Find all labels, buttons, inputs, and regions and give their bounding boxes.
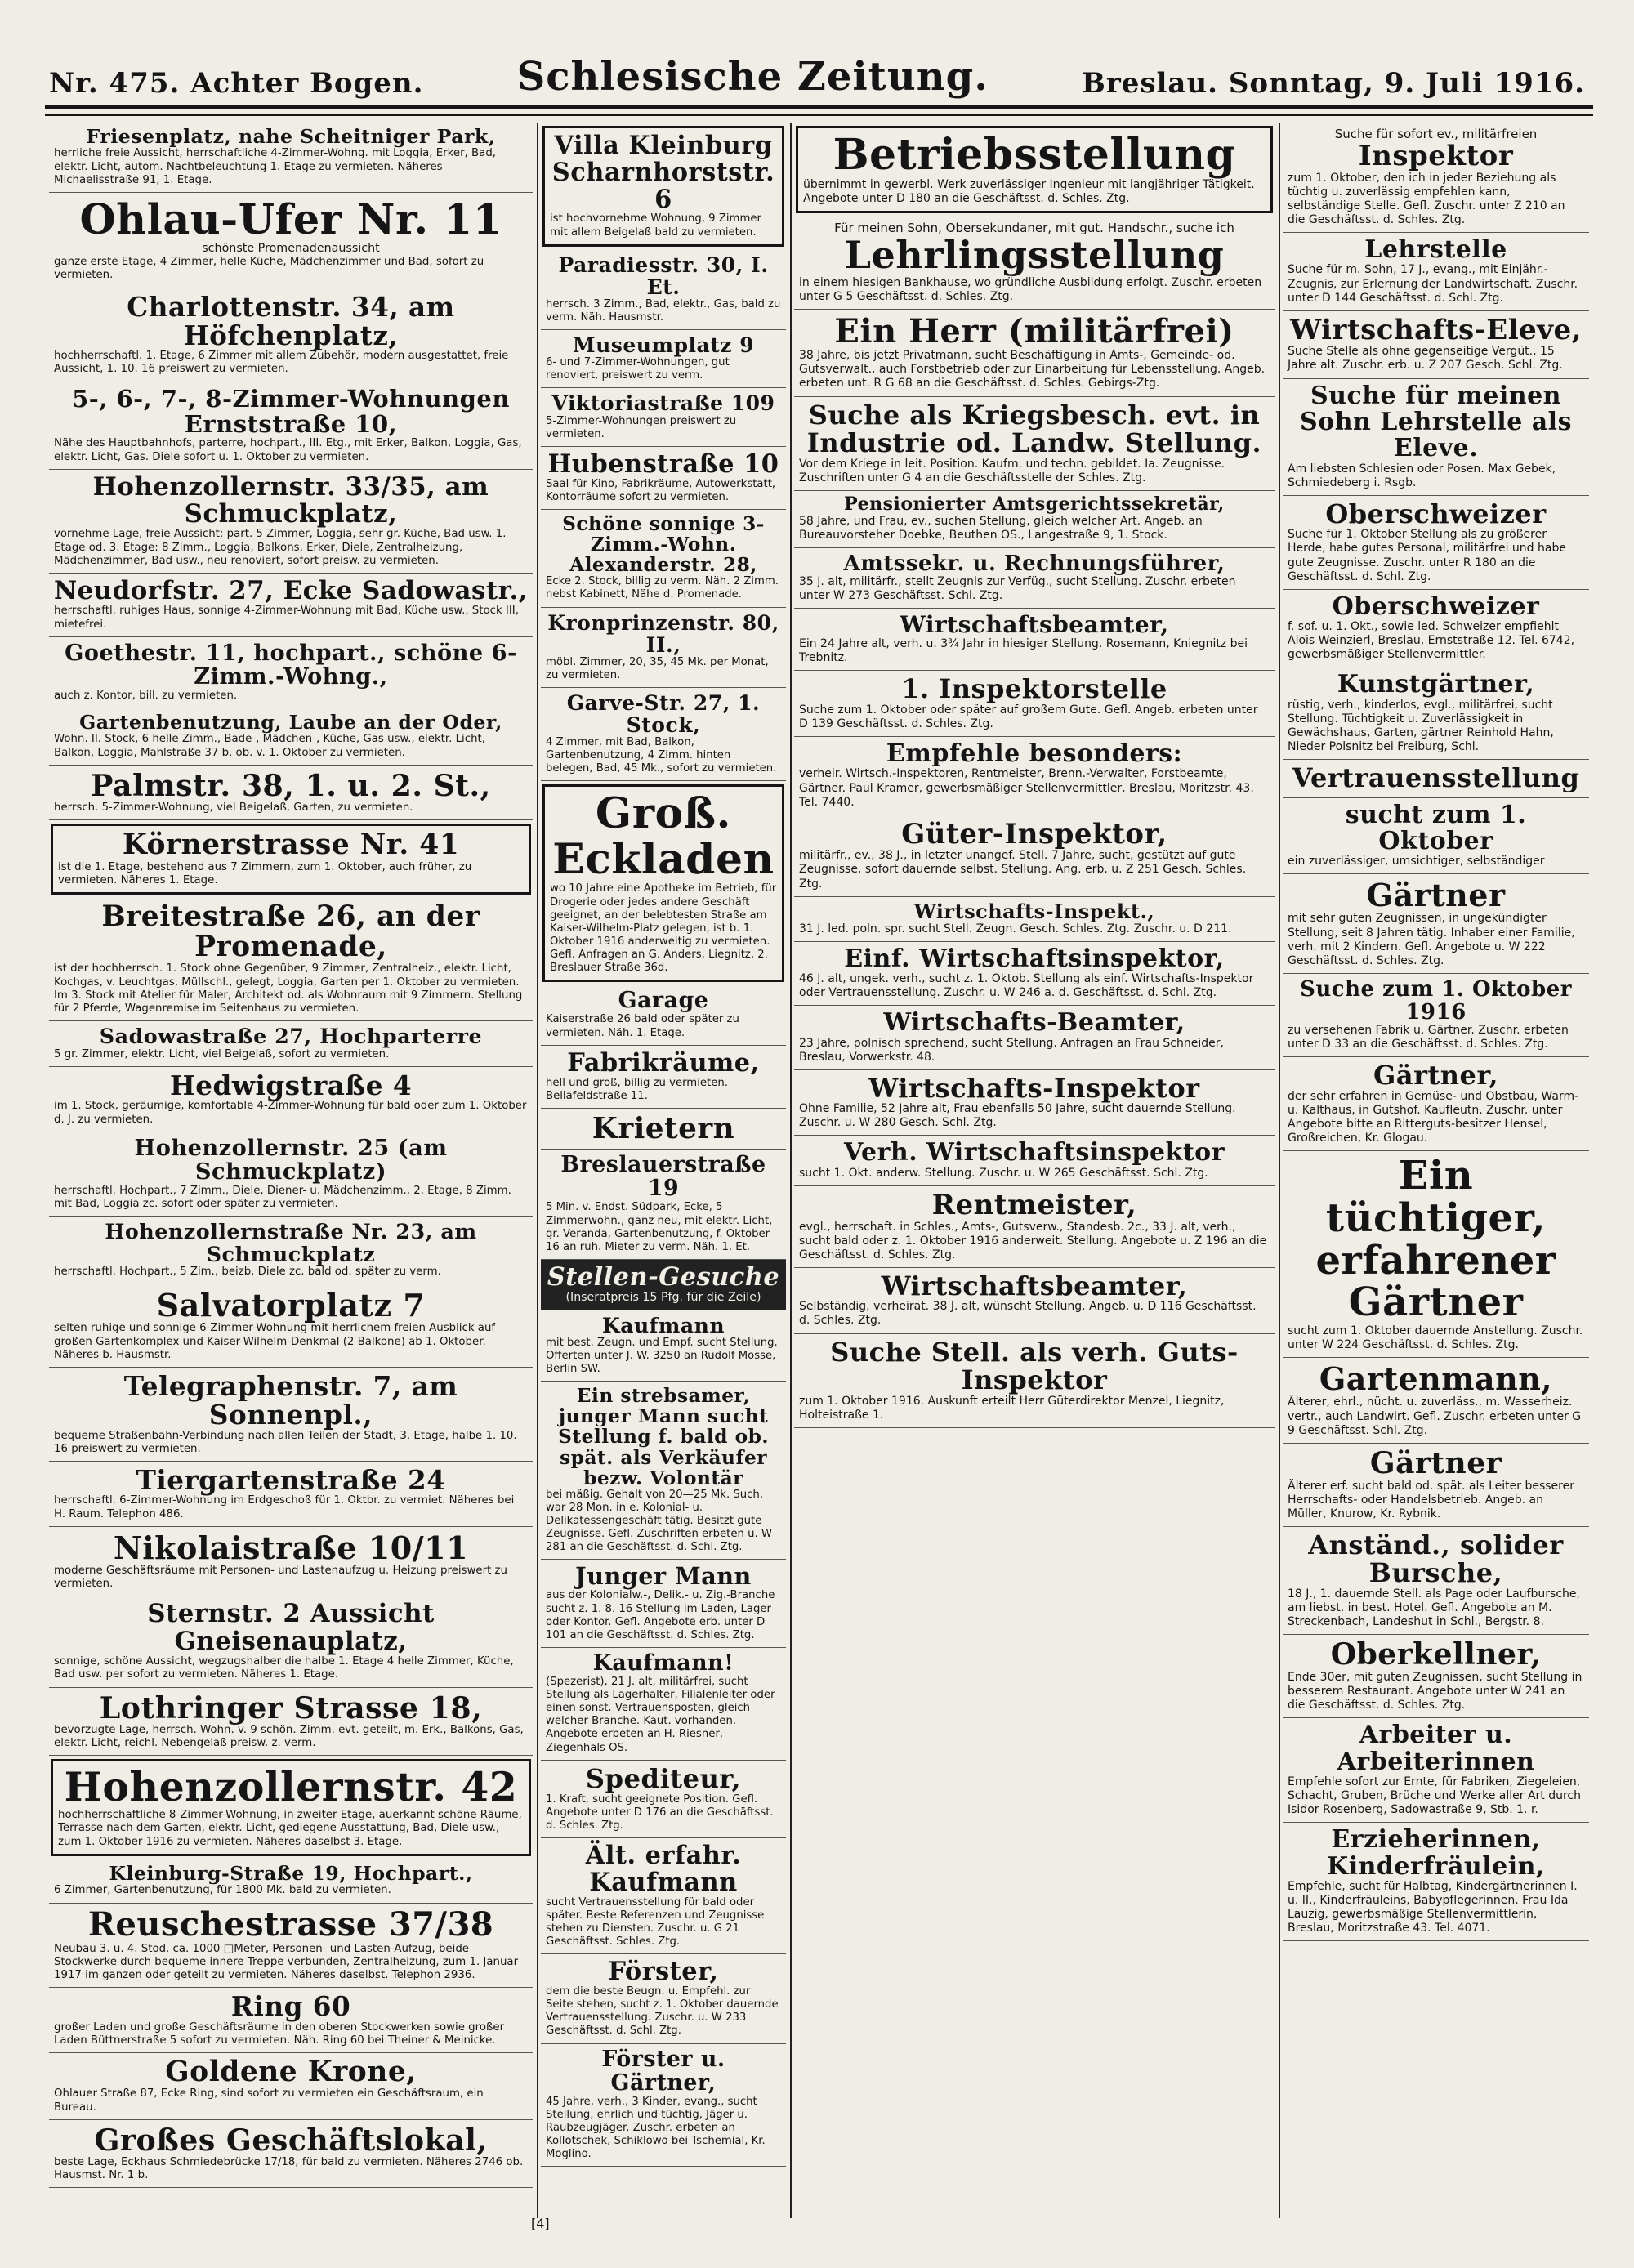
ad-headline: Wirtschafts-Inspekt., (913, 899, 1155, 923)
classified-ad (49, 1859, 533, 1904)
ad-headline: Reuschestrasse 37/38 (87, 1905, 494, 1944)
ad-headline: sucht zum 1. Oktober (1345, 800, 1527, 855)
column-divider (537, 123, 538, 2218)
ad-body: herrliche freie Aussicht, herrschaftliche 4-Zimmer-Wohng. mit Loggia, Erker, Bad, elektr. Licht, autom. Nachtbeleuchtung 1. Etage zu vermieten. Näheres Michaelisstraße 91, 1. Etage. (54, 147, 497, 186)
ad-body: 4 Zimmer, mit Bad, Balkon, Gartenbenutzung, 4 Zimm. hinten belegen, Bad, 45 Mk., sofort zu vermieten. (546, 735, 777, 775)
ad-headline: Suche als Kriegsbesch. evt. in Industrie od. Landw. Stellung. (806, 399, 1262, 459)
classified-ad (794, 1334, 1275, 1428)
classified-ad (49, 1132, 533, 1217)
ad-body: 5 gr. Zimmer, elektr. Licht, viel Beigelaß, sofort zu vermieten. (54, 1047, 390, 1060)
ad-headline: Förster u. Gärtner, (601, 2046, 725, 2096)
column-gardeners (1283, 123, 1589, 2214)
ad-headline: Villa Kleinburg Scharnhorststr. 6 (551, 131, 775, 214)
ad-headline: Gärtner, (1373, 1060, 1498, 1092)
ad-body: ganze erste Etage, 4 Zimmer, helle Küche, Mädchenzimmer und Bad, sofort zu vermieten. (54, 256, 484, 282)
ad-body: Suche zum 1. Oktober oder später auf großem Gute. Gefl. Angeb. erbeten unter D 139 Geschäftsst. d. Schles. Ztg. (799, 703, 1258, 730)
ad-headline: Erzieherinnen, Kinderfräulein, (1327, 1825, 1545, 1881)
ad-body: hochherrschaftliche 8-Zimmer-Wohnung, in zweiter Etage, auerkannt schöne Räume, Terrasse nach dem Garten, elektr. Licht, gediegene Ausstattung, Bad, Diele usw., zum 1. Oktober 1916 zu vermieten. Näheres daselbst 3. Etage. (58, 1809, 522, 1848)
ad-headline: Ein strebsamer, junger Mann sucht Stellung f. bald ob. spät. als Verkäufer bezw. Volontär (558, 1385, 769, 1489)
ad-body: herrsch. 5-Zimmer-Wohnung, viel Beigelaß, Garten, zu vermieten. (54, 801, 413, 815)
ad-body: 6 Zimmer, Gartenbenutzung, für 1800 Mk. bald zu vermieten. (54, 1884, 391, 1897)
ad-body: 58 Jahre, und Frau, ev., suchen Stellung, gleich welcher Art. Angeb. an Bureauvorsteher Doebke, Beuthen OS., Langestraße 9, 1. Stock. (799, 514, 1203, 542)
classified-ad (49, 1688, 533, 1757)
ad-body: ist hochvornehme Wohnung, 9 Zimmer mit allem Beigelaß bald zu vermieten. (550, 212, 761, 239)
ad-body: herrsch. 3 Zimm., Bad, elektr., Gas, bald zu verm. Näh. Hausmstr. (546, 297, 781, 324)
classified-ad (541, 330, 786, 388)
ad-headline: Verh. Wirtschaftsinspektor (843, 1138, 1226, 1167)
classified-ad (794, 548, 1275, 609)
classified-ad (794, 1186, 1275, 1268)
ad-headline: Arbeiter u. Arbeiterinnen (1337, 1721, 1535, 1776)
ad-body: Kaiserstraße 26 bald oder später zu vermieten. Näh. 1. Etage. (546, 1013, 739, 1039)
classified-ad (794, 1268, 1275, 1334)
ad-body: Älterer, ehrl., nücht. u. zuverläss., m. Wasserheiz. vertr., auch Landwirt. Gefl. Zuschr. erbeten unter G 9 Geschäftsst. Schl. Ztg. (1288, 1395, 1582, 1437)
ad-body: mit best. Zeugn. und Empf. sucht Stellung. Offerten unter J. W. 3250 an Rudolf Mosse, Berlin SW. (546, 1336, 778, 1376)
ad-headline: Breitestraße 26, an der Promenade, (101, 900, 480, 964)
ad-headline: Suche zum 1. Oktober 1916 (1300, 976, 1572, 1025)
classified-ad (1283, 1527, 1589, 1635)
ad-headline: Ein tüchtiger, erfahrener Gärtner (1315, 1152, 1556, 1326)
ad-headline: Kaufmann! (592, 1650, 734, 1676)
ad-headline: Wirtschaftsbeamter, (881, 1270, 1188, 1301)
masthead (49, 49, 1585, 100)
ad-body: herrschaftl. Hochpart., 5 Zim., beizb. Diele zc. bald od. später zu verm. (54, 1265, 441, 1278)
ad-headline: Pensionierter Amtsgerichtssekretär, (844, 493, 1225, 515)
column-rentals-jobs (541, 123, 786, 2214)
ad-headline: Fabrikräume, (567, 1047, 760, 1078)
ad-body: hell und groß, billig zu vermieten. Bellafeldstraße 11. (546, 1076, 728, 1102)
ad-body: 23 Jahre, polnisch sprechend, sucht Stellung. Anfragen an Frau Schneider, Breslau, Vorwerkstr. 48. (799, 1036, 1224, 1064)
classified-ad (541, 388, 786, 446)
ad-headline: Ein Herr (militärfrei) (834, 312, 1234, 351)
ad-body: Ecke 2. Stock, billig zu verm. Näh. 2 Zimm. nebst Kabinett, Nähe d. Promenade. (546, 575, 779, 601)
ad-headline: Hohenzollernstr. 25 (am Schmuckplatz) (134, 1134, 448, 1185)
classified-ad (49, 2053, 533, 2120)
classified-ad (541, 1761, 786, 1838)
ad-body: Suche für 1. Oktober Stellung als zu größerer Herde, habe gutes Personal, militärfrei und habe gute Zeugnisse. Zuschr. unter R 180 an die Geschäftsst. d. Schl. Ztg. (1288, 528, 1566, 583)
ad-headline: Güter-Inspektor, (901, 817, 1167, 850)
ad-body: mit sehr guten Zeugnissen, in ungekündigter Stellung, seit 8 Jahren tätig. Inhaber einer Familie, verh. mit 2 Kindern. Gefl. Angebote u. W 222 Geschäftsst. d. Schles. Ztg. (1288, 912, 1575, 967)
ad-headline: Wirtschafts-Eleve, (1290, 313, 1582, 346)
classified-ad (796, 126, 1273, 213)
classified-ad (1283, 379, 1589, 496)
ad-subline: schönste Promenadenaussicht (202, 242, 380, 256)
ad-body: Älterer erf. sucht bald od. spät. als Leiter besserer Herrschafts- oder Handelsbetrieb. Angeb. an Müller, Knurow, Kr. Rybnik. (1288, 1479, 1574, 1520)
classified-ad (541, 250, 786, 330)
classified-ad (1283, 1151, 1589, 1358)
ad-headline: Telegraphenstr. 7, am Sonnenpl., (123, 1370, 458, 1431)
ad-headline: Empfehle besonders: (886, 739, 1183, 769)
ad-body: sucht zum 1. Oktober dauernde Anstellung. Zuschr. unter W 224 Geschäftsst. d. Schles. Ztg. (1288, 1324, 1583, 1352)
ad-headline: Salvatorplatz 7 (156, 1287, 426, 1324)
ad-headline: Hubenstraße 10 (547, 449, 779, 479)
ad-headline: Garage (618, 988, 709, 1014)
classified-ad (794, 491, 1275, 548)
ad-headline: Wirtschafts-Beamter, (883, 1008, 1185, 1038)
ad-body: vornehme Lage, freie Aussicht: part. 5 Zimmer, Loggia, sehr gr. Küche, Bad usw. 1. Etage od. 3. Etage: 8 Zimm., Loggia, Balkons, Erker, Diele, Zentralheizung, Mädchenzimmer, Bad usw., neu renoviert, sofort preisw. zu vermieten. (54, 528, 507, 567)
ad-body: Selbständig, verheirat. 38 J. alt, wünscht Stellung. Angeb. u. D 116 Geschäftsst. d. Schles. Ztg. (799, 1300, 1257, 1328)
ad-headline: Viktoriastraße 109 (551, 391, 775, 416)
ad-headline: Körnerstrasse Nr. 41 (122, 828, 460, 862)
classified-ad (1283, 1635, 1589, 1718)
ad-headline: Tiergartenstraße 24 (136, 1464, 446, 1497)
ad-body: Ein 24 Jahre alt, verh. u. 3¾ Jahr in hiesiger Stellung. Rosemann, Kniegnitz bei Trebnitz. (799, 637, 1248, 665)
ad-headline: Ält. erfahr. Kaufmann (585, 1840, 742, 1897)
ad-body: der sehr erfahren in Gemüse- und Obstbau, Warm- u. Kalthaus, in Gutshof. Kaufleutn. Zuschr. unter Angebote bitte an Ritterguts-besitzer Hensel, Großreichen, Kr. Glogau. (1288, 1089, 1579, 1145)
ad-headline: Vertrauensstellung (1292, 762, 1580, 794)
date-line: Breslau. Sonntag, 9. Juli 1916. (1082, 67, 1585, 100)
classified-ad (1283, 974, 1589, 1057)
ad-body: ein zuverlässiger, umsichtiger, selbständiger (1288, 855, 1545, 868)
ad-body: Ende 30er, mit guten Zeugnissen, sucht Stellung in besserem Restaurant. Angebote unter W 241 an die Geschäftsst. d. Schles. Ztg. (1288, 1671, 1583, 1712)
classified-ad (1283, 874, 1589, 973)
ad-body: bevorzugte Lage, herrsch. Wohn. v. 9 schön. Zimm. evt. geteilt, m. Erk., Balkons, Gas, elektr. Licht, reichl. Nebengelaß preisw. z. verm. (54, 1723, 524, 1749)
ad-body: Vor dem Kriege in leit. Position. Kaufm. und techn. gebildet. Ia. Zeugnisse. Zuschriften unter G 4 an die Geschäftsstelle der Schles. Ztg. (799, 457, 1226, 484)
classified-ad (49, 382, 533, 470)
ad-body: bei mäßig. Gehalt von 20—25 Mk. Such. war 28 Mon. in e. Kolonial- u. Delikatessengeschäft tätig. Besitzt gute Zeugnisse. Gefl. Zuschriften erbeten u. W 281 an die Geschäftsst. d. Schl. Ztg. (546, 1488, 772, 1554)
ad-headline: Anständ., solider Bursche, (1308, 1529, 1564, 1589)
classified-ad (541, 1382, 786, 1560)
ad-headline: Nikolaistraße 10/11 (113, 1529, 469, 1566)
classified-ad (794, 737, 1275, 815)
ad-body: 45 Jahre, verh., 3 Kinder, evang., sucht Stellung, ehrlich und tüchtig, Jäger u. Raubzeugjäger. Zuschr. erbeten an Kollotschek, Schiklowo bei Tschemial, Kr. Moglino. (546, 2095, 766, 2161)
ad-body: Ohlauer Straße 87, Ecke Ring, sind sofort zu vermieten ein Geschäftsraum, ein Bureau. (54, 2087, 484, 2114)
ad-body: 1. Kraft, sucht geeignete Position. Gefl. Angebote unter D 176 an die Geschäftsst. d. Schles. Ztg. (546, 1793, 774, 1832)
ad-headline: Lehrstelle (1364, 235, 1507, 265)
ad-body: im 1. Stock, geräumige, komfortable 4-Zimmer-Wohnung für bald oder zum 1. Oktober d. J. zu vermieten. (54, 1100, 527, 1126)
classified-ad (794, 897, 1275, 942)
ad-headline: Garve-Str. 27, 1. Stock, (566, 690, 761, 737)
ad-body: 6- und 7-Zimmer-Wohnungen, gut renoviert, preiswert zu verm. (546, 356, 730, 382)
ad-headline: Lehrlingsstellung (844, 233, 1225, 278)
ad-body: 18 J., 1. dauernde Stell. als Page oder Laufbursche, am liebst. in best. Hotel. Gefl. Angebote an M. Streckenbach, Landeshut in Schl., Bergstr. 8. (1288, 1587, 1580, 1629)
classified-ad (49, 123, 533, 193)
classified-ad (1283, 123, 1589, 233)
ad-headline: Krietern (592, 1110, 735, 1145)
ad-body: sonnige, schöne Aussicht, wegzugshalber die halbe 1. Etage 4 helle Zimmer, Küche, Bad usw. per sofort zu vermieten. Näheres 1. Etage. (54, 1655, 514, 1681)
ad-body: zum 1. Oktober, den ich in jeder Beziehung als tüchtig u. zuverlässig empfehlen kann, selbständige Stelle. Gefl. Zuschr. unter Z 210 an die Geschäftsst. d. Schles. Ztg. (1288, 171, 1565, 226)
classified-ad (541, 1954, 786, 2043)
classified-ad (1283, 1444, 1589, 1527)
ad-body: Saal für Kino, Fabrikräume, Autowerkstatt, Kontorräume sofort zu vermieten. (546, 477, 776, 503)
ad-body: rüstig, verh., kinderlos, evgl., militärfrei, sucht Stellung. Tüchtigkeit u. Zuverlässigkeit in Gewächshaus, Garten, gärtner Reinhold Hahn, Nieder Polsnitz bei Freiburg, Schl. (1288, 698, 1554, 753)
ad-body: sucht 1. Okt. anderw. Stellung. Zuschr. u. W 265 Geschäftsst. Schl. Ztg. (799, 1166, 1208, 1180)
ad-body: auch z. Kontor, bill. zu vermieten. (54, 689, 238, 702)
classified-ad (541, 688, 786, 782)
ad-body: Am liebsten Schlesien oder Posen. Max Gebek, Schmiedeberg i. Rsgb. (1288, 462, 1556, 489)
ad-headline: Gärtner (1366, 877, 1506, 914)
ad-headline: Goldene Krone, (165, 2056, 417, 2089)
ad-body: wo 10 Jahre eine Apotheke im Betrieb, für Drogerie oder jedes andere Geschäft geeignet, an der belebtesten Straße am Kaiser-Wilhelm-Platz gelegen, ist b. 1. Oktober 1916 anderweitig zu vermieten. Gefl. Anfragen an G. Anders, Liegnitz, 2. Breslauer Straße 36d. (550, 882, 777, 975)
ad-body: großer Laden und große Geschäftsräume in den oberen Stockwerken sowie großer Laden Büttnerstraße 5 sofort zu vermieten. Näh. Ring 60 bei Theiner & Meinicke. (54, 2020, 505, 2047)
ad-headline: 1. Inspektorstelle (901, 673, 1167, 705)
classified-ad (1283, 760, 1589, 798)
ad-body: Wohn. II. Stock, 6 helle Zimm., Bade-, Mädchen-, Küche, Gas usw., elektr. Licht, Balkon, Loggia, Mahlstraße 37 b. ob. v. 1. Oktober zu vermieten. (54, 733, 485, 759)
column-divider (1279, 123, 1280, 2218)
classified-ad (49, 637, 533, 708)
ad-headline: Ohlau-Ufer Nr. 11 (79, 194, 502, 244)
classified-ad (794, 310, 1275, 396)
ad-body: Ohne Familie, 52 Jahre alt, Frau ebenfalls 50 Jahre, sucht dauernde Stellung. Zuschr. u. W 280 Gesch. Schl. Ztg. (799, 1102, 1236, 1130)
ad-headline: Ring 60 (230, 1990, 351, 2023)
ad-body: 46 J. alt, ungek. verh., sucht z. 1. Oktob. Stellung als einf. Wirtschafts-Inspektor oder Vertrauensstellung. Zuschr. u. W 246 a. d. Geschäftsst. d. Schl. Ztg. (799, 972, 1254, 1000)
ad-headline: Sternstr. 2 Aussicht Gneisenauplatz, (147, 1599, 435, 1656)
header-rule (45, 105, 1593, 109)
ad-headline: Suche für meinen Sohn Lehrstelle als Eleve. (1300, 381, 1572, 463)
classified-ad (794, 671, 1275, 737)
classified-ad (1283, 798, 1589, 875)
classified-ad (51, 824, 531, 895)
classified-ad (794, 1136, 1275, 1185)
ad-body: verheir. Wirtsch.-Inspektoren, Rentmeister, Brenn.-Verwalter, Forstbeamte, Gärtner. Paul Kramer, gewerbsmäßiger Stellenvermittler, Breslau, Moritzstr. 43. Tel. 7440. (799, 767, 1254, 809)
classified-ad (541, 608, 786, 688)
classified-ad (541, 447, 786, 510)
ad-body: herrschaftl. Hochpart., 7 Zimm., Diele, Diener- u. Mädchenzimm., 2. Etage, 8 Zimm. mit Bad, Loggia zc. sofort oder später zu vermieten. (54, 1184, 511, 1210)
classified-ad (49, 708, 533, 766)
ad-body: 5-Zimmer-Wohnungen preiswert zu vermieten. (546, 414, 737, 440)
ad-body: bequeme Straßenbahn-Verbindung nach allen Teilen der Stadt, 3. Etage, halbe 1. 10. 16 preiswert zu vermieten. (54, 1429, 517, 1455)
ad-body: militärfr., ev., 38 J., in letzter unangef. Stell. 7 Jahre, sucht, gestützt auf gute Zeugnisse, sofort dauernde selbst. Stellung. Ang. erb. u. Z 251 Gesch. Schles. Ztg. (799, 849, 1247, 891)
classified-ad (1283, 1358, 1589, 1443)
ad-headline: Hohenzollernstr. 42 (64, 1763, 518, 1811)
ad-headline: Betriebsstellung (833, 130, 1236, 180)
ad-headline: Wirtschaftsbeamter, (900, 610, 1169, 638)
classified-ad (542, 126, 784, 247)
ad-headline: Neudorfstr. 27, Ecke Sadowastr., (54, 576, 528, 606)
ad-body: ist der hochherrsch. 1. Stock ohne Gegenüber, 9 Zimmer, Zentralheiz., elektr. Licht, Kochgas, v. Leuchtgas, Müllschl., gelegt, Loggia, Garten per 1. Oktober zu vermieten. Im 3. Stock mit Atelier für Maler, Architekt od. als Wohnraum mit 9 Zimmern. Stellung für 2 Pferde, Wagenremise im Seitenhaus zu vermieten. (54, 962, 523, 1016)
column-job-seekers (794, 123, 1275, 2214)
ad-body: Neubau 3. u. 4. Stod. ca. 1000 □Meter, Personen- und Lasten-Aufzug, beide Stockwerke durch bequeme innere Treppe verbunden, Zentralheizung, zum 1. Januar 1917 im ganzen oder geteilt zu vermieten. Näheres daselbst. Telephon 2936. (54, 1942, 519, 1982)
column-housing (49, 123, 533, 2214)
ad-headline: Museumplatz 9 (572, 333, 755, 358)
ad-headline: Oberkellner, (1330, 1637, 1542, 1672)
classified-ad (1283, 311, 1589, 379)
header-rule-thin (45, 114, 1593, 116)
ad-body: 5 Min. v. Endst. Südpark, Ecke, 5 Zimmerwohn., ganz neu, mit elektr. Licht, gr. Veranda, Gartenbenutzung, f. Oktober 16 an ruh. Mieter zu verm. Näh. 1. Et. (546, 1201, 773, 1253)
ad-headline: Kleinburg-Straße 19, Hochpart., (109, 1861, 473, 1885)
classified-ad (1283, 1718, 1589, 1823)
ad-body: 35 J. alt, militärfr., stellt Zeugnis zur Verfüg., sucht Stellung. Zuschr. erbeten unter W 273 Geschäftsst. Schl. Ztg. (799, 574, 1236, 602)
classified-ad (49, 574, 533, 637)
ad-headline: Gartenmann, (1319, 1360, 1553, 1398)
ad-headline: Friesenplatz, nahe Scheitniger Park, (86, 125, 496, 148)
classified-ad (541, 1560, 786, 1647)
ad-body: hochherrschaftl. 1. Etage, 6 Zimmer mit allem Zubehör, modern ausgestattet, freie Aussicht, 1. 10. 16 preiswert zu vermieten. (54, 350, 509, 376)
classified-ad (49, 1284, 533, 1368)
ad-headline: Oberschweizer (1325, 498, 1547, 529)
ad-headline: Wirtschafts-Inspektor (868, 1072, 1200, 1104)
ad-body: 38 Jahre, bis jetzt Privatmann, sucht Beschäftigung in Amts-, Gemeinde- od. Gutsverwalt., auch Forstbetrieb oder zur Einarbeitung für Lebensstellung. Angeb. erbeten unt. R G 68 an die Geschäftsst. d. Schles. Gebirgs-Ztg. (799, 349, 1266, 391)
ad-headline: Großes Geschäftslokal, (94, 2122, 488, 2158)
classified-ad (794, 397, 1275, 491)
classified-ad (1283, 233, 1589, 311)
ad-headline: Groß. Eckladen (552, 788, 775, 885)
ad-headline: Hohenzollernstraße Nr. 23, am Schmuckplatz (105, 1219, 477, 1266)
ad-headline: Gartenbenutzung, Laube an der Oder, (79, 710, 502, 734)
classified-ad (794, 217, 1275, 310)
ad-body: sucht Vertrauensstellung für bald oder später. Beste Referenzen und Zeugnisse stehen zu Diensten. Zuschr. u. G 21 Geschäftsst. Schles. Ztg. (546, 1895, 765, 1949)
page-marker: [4] (531, 2216, 550, 2231)
classified-ad (541, 1109, 786, 1150)
ad-headline: Kaufmann (601, 1312, 725, 1337)
ad-body: Nähe des Hauptbahnhofs, parterre, hochpart., III. Etg., mit Erker, Balkon, Loggia, Gas, elektr. Licht, Gas. Diele sofort u. 1. Oktober zu vermieten. (54, 437, 522, 463)
ad-headline: Suche Stell. als verh. Guts-Inspektor (830, 1336, 1239, 1396)
ad-headline: Stellen-Gesuche (547, 1261, 780, 1292)
classified-ad (49, 1368, 533, 1462)
classified-ad (1283, 1823, 1589, 1941)
classified-ad (541, 510, 786, 608)
column-divider (790, 123, 792, 2218)
ad-body: zum 1. Oktober 1916. Auskunft erteilt Herr Güterdirektor Menzel, Liegnitz, Holteistraße 1. (799, 1394, 1225, 1422)
classified-ad (49, 1988, 533, 2053)
ad-headline: Einf. Wirtschaftsinspektor, (844, 944, 1225, 973)
ad-headline: Breslauerstraße 19 (560, 1152, 766, 1202)
ad-headline: Hohenzollernstr. 33/35, am Schmuckplatz, (92, 471, 489, 529)
ad-headline: Goethestr. 11, hochpart., schöne 6-Zimm.-Wohng., (65, 639, 517, 690)
ad-intro: Suche für sofort ev., militärfreien (1334, 127, 1538, 141)
classified-ad (541, 1648, 786, 1761)
classified-ad (541, 1046, 786, 1109)
ad-body: in einem hiesigen Bankhause, wo gründliche Ausbildung erfolgt. Zuschr. erbeten unter G 5 Geschäftsst. d. Schles. Ztg. (799, 275, 1262, 304)
classified-ad (49, 1527, 533, 1597)
ad-headline: Paradiesstr. 30, I. Et. (558, 252, 769, 299)
ad-headline: Amtssekr. u. Rechnungsführer, (843, 551, 1226, 576)
ad-headline: Palmstr. 38, 1. u. 2. St., (91, 767, 491, 803)
classified-ad (541, 1260, 786, 1310)
classified-ad (49, 1217, 533, 1284)
classified-ad (51, 1759, 531, 1856)
ad-body: dem die beste Beugn. u. Empfehl. zur Seite stehen, sucht z. 1. Oktober dauernde Vertrauensstellung. Zuschr. u. W 233 Geschäftsst. d. Schl. Ztg. (546, 1985, 779, 2038)
classified-ad (49, 193, 533, 288)
ad-body: evgl., herrschaft. in Schles., Amts-, Gutsverw., Standesb. 2c., 33 J. alt, verh., sucht bald oder z. 1. Oktober 1916 anderweit. Stellung. Angebote u. Z 196 an die Geschäftsst. d. Schles. Ztg. (799, 1220, 1267, 1261)
classified-ad (49, 1021, 533, 1067)
classified-ad (49, 898, 533, 1021)
ad-headline: Kunstgärtner, (1337, 670, 1535, 699)
classified-ad (49, 2120, 533, 2189)
classified-ad (49, 1596, 533, 1687)
classified-ad (794, 815, 1275, 897)
classified-ad (541, 985, 786, 1045)
ad-headline: Hedwigstraße 4 (169, 1069, 413, 1102)
ad-body: zu versehenen Fabrik u. Gärtner. Zuschr. erbeten unter D 33 an die Geschäftsst. d. Schles. Ztg. (1288, 1023, 1569, 1051)
ad-headline: Oberschweizer (1332, 592, 1540, 621)
ad-body: übernimmt in gewerbl. Werk zuverlässiger Ingenieur mit langjähriger Tätigkeit. Angebote unter D 180 an die Geschäftsst. d. Schles. Ztg. (803, 178, 1255, 206)
classified-ad (1283, 496, 1589, 590)
classified-ad (1283, 590, 1589, 668)
classified-ad (49, 1904, 533, 1989)
ad-body: Empfehle sofort zur Ernte, für Fabriken, Ziegeleien, Schacht, Gruben, Brüche und Werke aller Art durch Isidor Rosenberg, Sadowastraße 9, Stb. 1. r. (1288, 1775, 1581, 1817)
classified-ad (794, 1006, 1275, 1070)
ad-subline: (Inseratpreis 15 Pfg. für die Zeile) (565, 1290, 761, 1304)
ad-body: möbl. Zimmer, 20, 35, 45 Mk. per Monat, zu vermieten. (546, 655, 769, 681)
classified-ad (49, 470, 533, 574)
ad-headline: Kronprinzenstr. 80, II., (547, 609, 779, 657)
classified-ad (541, 1150, 786, 1260)
ad-headline: Gärtner (1369, 1445, 1502, 1480)
ad-body: herrschaftl. 6-Zimmer-Wohnung im Erdgeschoß für 1. Oktbr. zu vermiet. Näheres bei H. Raum. Telephon 486. (54, 1494, 515, 1520)
classified-ad (541, 2044, 786, 2168)
ad-headline: Schöne sonnige 3-Zimm.-Wohn. Alexanderstr. 28, (562, 512, 765, 577)
classified-ad (49, 288, 533, 382)
ad-intro: Für meinen Sohn, Obersekundaner, mit gut. Handschr., suche ich (834, 221, 1234, 236)
ad-body: herrschaftl. ruhiges Haus, sonnige 4-Zimmer-Wohnung mit Bad, Küche usw., Stock III, mietefrei. (54, 605, 519, 631)
ad-headline: 5-, 6-, 7-, 8-Zimmer-Wohnungen Ernststraße 10, (72, 384, 510, 438)
ad-body: moderne Geschäftsräume mit Personen- und Lastenaufzug u. Heizung preiswert zu vermieten. (54, 1564, 507, 1591)
ad-body: beste Lage, Eckhaus Schmiedebrücke 17/18, für bald zu vermieten. Näheres 2746 ob. Hausmst. Nr. 1 b. (54, 2155, 524, 2182)
ad-headline: Lothringer Strasse 18, (99, 1690, 483, 1726)
ad-body: selten ruhige und sonnige 6-Zimmer-Wohnung mit herrlichem freien Ausblick auf großen Gartenkomplex und Kaiser-Wilhelm-Denkmal (2 Balkone) ab 1. Oktober. Näheres b. Hausmstr. (54, 1322, 496, 1361)
classified-ad (1283, 1057, 1589, 1151)
ad-body: ist die 1. Etage, bestehend aus 7 Zimmern, zum 1. Oktober, auch früher, zu vermieten. Näheres 1. Etage. (58, 860, 472, 886)
classified-ad (49, 1067, 533, 1132)
ad-body: Suche für m. Sohn, 17 J., evang., mit Einjähr.-Zeugnis, zur Erlernung der Landwirtschaft. Zuschr. unter D 144 Geschäftsst. d. Schl. Ztg. (1288, 263, 1578, 305)
newspaper-title: Schlesische Zeitung. (516, 54, 989, 100)
classified-ad (49, 1462, 533, 1527)
classified-ad (541, 1310, 786, 1382)
classified-ad (1283, 667, 1589, 760)
classified-ad (49, 766, 533, 820)
ad-body: (Spezerist), 21 J. alt, militärfrei, sucht Stellung als Lagerhalter, Filialenleiter oder einen sonst. Vertrauensposten, gleich welcher Branche. Kaut. vorhanden. Angebote erbeten an H. Riesner, Ziegenhals OS. (546, 1675, 775, 1754)
ad-body: Empfehle, sucht für Halbtag, Kindergärtnerinnen I. u. II., Kinderfräuleins, Babypflegerinnen. Frau Ida Lauzig, gewerbsmäßige Stellenvermittlerin, Breslau, Moritzstraße 43. Tel. 4071. (1288, 1880, 1578, 1935)
ad-headline: Rentmeister, (931, 1188, 1137, 1221)
classified-ad (794, 942, 1275, 1007)
ad-body: Suche Stelle als ohne gegenseitige Vergüt., 15 Jahre alt. Zuschr. erb. u. Z 207 Gesch. Schl. Ztg. (1288, 345, 1563, 373)
ad-body: 31 J. led. poln. spr. sucht Stell. Zeugn. Gesch. Schles. Ztg. Zuschr. u. D 211. (799, 922, 1232, 935)
classified-ad (794, 1070, 1275, 1136)
issue-number: Nr. 475. Achter Bogen. (49, 67, 424, 100)
ad-headline: Inspektor (1358, 140, 1514, 172)
ad-body: f. sof. u. 1. Okt., sowie led. Schweizer empfiehlt Alois Weinzierl, Breslau, Ernststraße 12. Tel. 6742, gewerbsmäßiger Stellenvermittler. (1288, 620, 1575, 662)
ad-headline: Spediteur, (585, 1762, 742, 1794)
classified-ad (794, 609, 1275, 671)
ad-headline: Charlottenstr. 34, am Höfchenplatz, (127, 290, 455, 351)
ad-headline: Sadowastraße 27, Hochparterre (99, 1024, 483, 1049)
ad-headline: Junger Mann (575, 1562, 752, 1591)
ad-body: aus der Kolonialw.-, Delik.- u. Zig.-Branche sucht z. 1. 8. 16 Stellung im Laden, Lager oder Kontor. Gefl. Angebote erb. unter D 101 an die Geschäftsst. d. Schles. Ztg. (546, 1589, 775, 1641)
classified-ad (541, 1838, 786, 1954)
classified-ad (542, 784, 784, 982)
ad-headline: Förster, (608, 1957, 719, 1987)
